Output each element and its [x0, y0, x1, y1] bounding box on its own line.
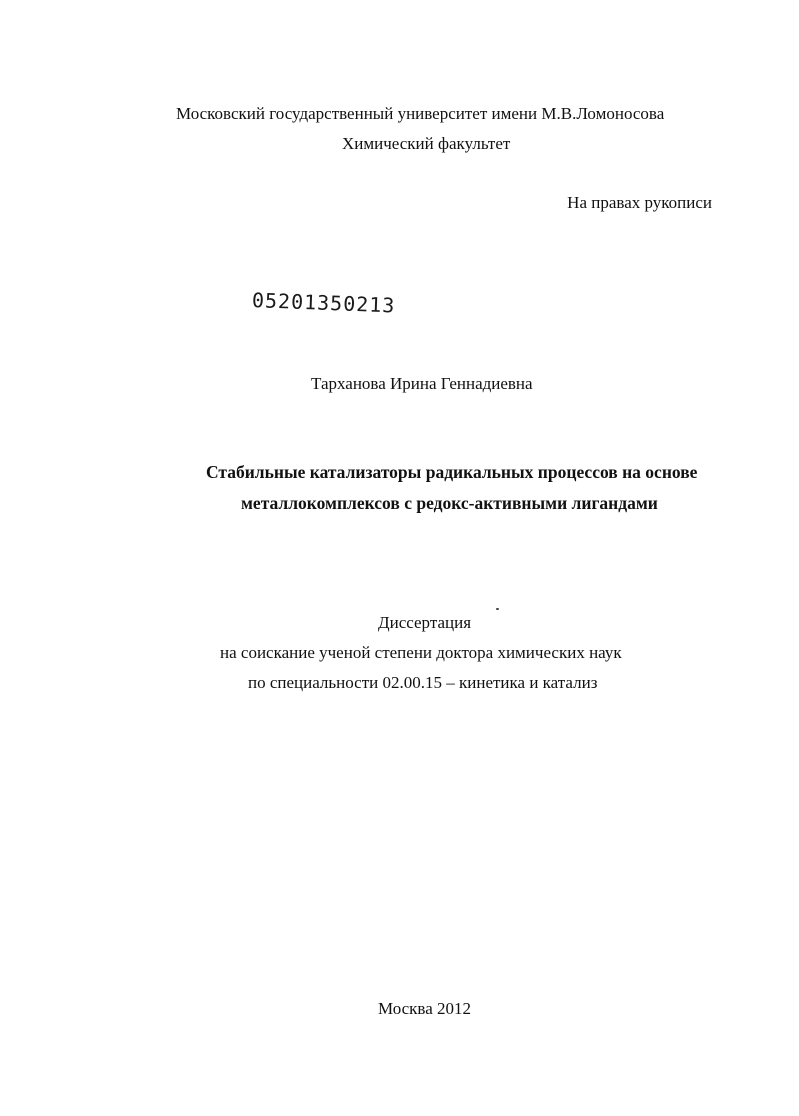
manuscript-rights-note: На правах рукописи	[567, 193, 712, 212]
author-name: Тарханова Ирина Геннадиевна	[311, 374, 533, 393]
faculty-name: Химический факультет	[342, 134, 511, 153]
registration-stamp-number: 05201350213	[251, 288, 396, 318]
university-name: Московский государственный университет имени М.В.Ломоносова	[176, 104, 665, 123]
work-type: Диссертация	[378, 613, 472, 632]
specialty-statement: по специальности 02.00.15 – кинетика и катализ	[248, 673, 598, 692]
scan-speck	[496, 608, 499, 610]
city-and-year: Москва 2012	[378, 999, 472, 1018]
degree-statement: на соискание ученой степени доктора химических наук	[220, 643, 622, 662]
dissertation-title-line-2: металлокомплексов с редокс-активными лигандами	[241, 493, 658, 513]
dissertation-title-line-1: Стабильные катализаторы радикальных процессов на основе	[206, 462, 698, 482]
